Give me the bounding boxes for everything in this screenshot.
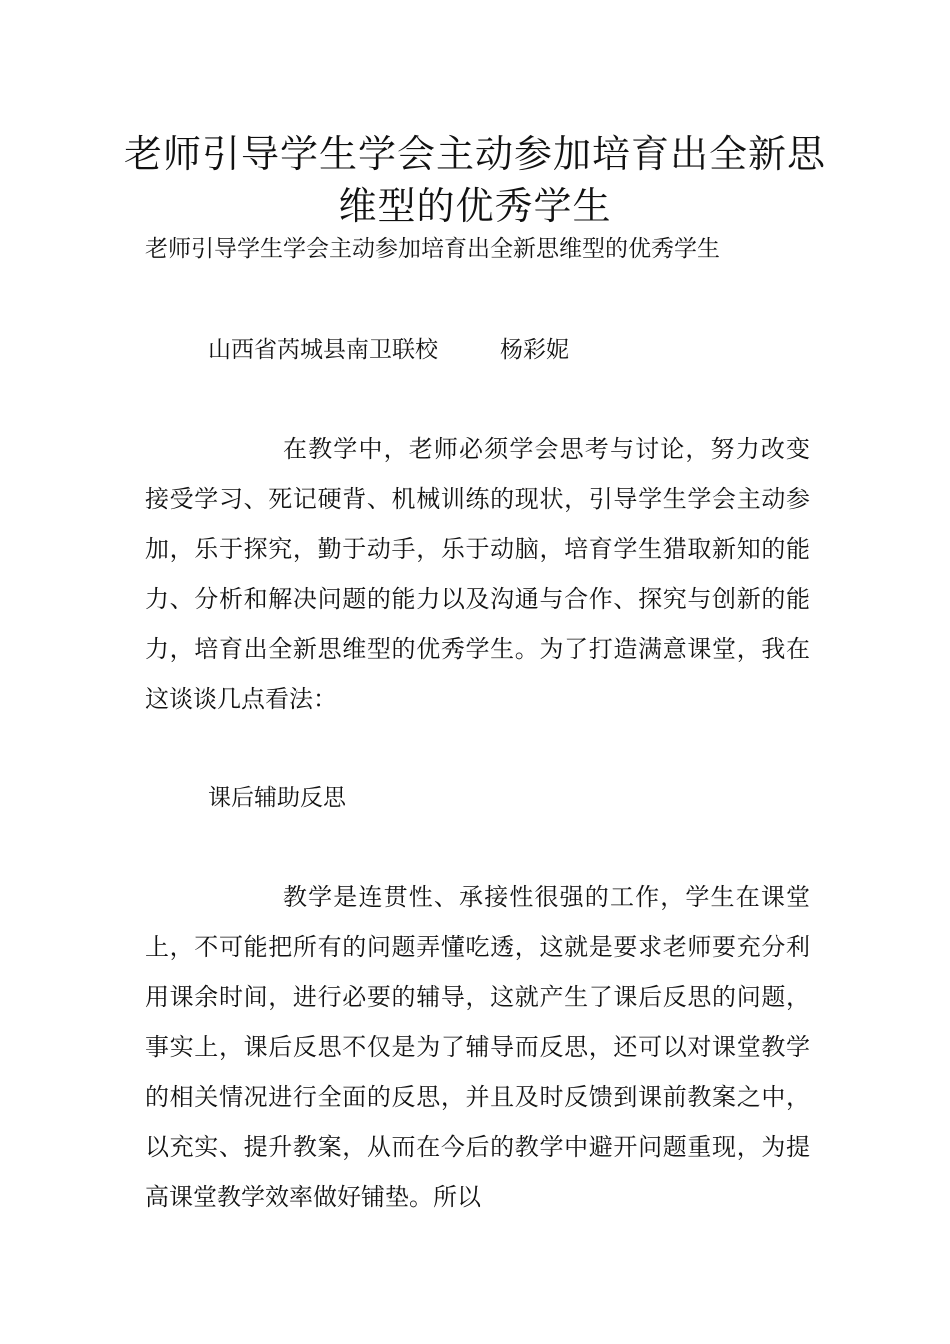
byline <box>208 333 569 367</box>
paragraph-intro: 在教学中，老师必须学会思考与讨论，努力改变接受学习、死记硬背、机械训练的现状，引导学生学会主动参加，乐于探究，勤于动手，乐于动脑，培育学生猎取新知的能力、分析和解决问题的能力以及沟通与合作、探究与创新的能力，培育出全新思维型的优秀学生。为了打造满意课堂，我在这谈谈几点看法： <box>145 435 810 713</box>
section-heading: 课后辅助反思 <box>208 785 346 811</box>
document-title: 老师引导学生学会主动参加培育出全新思维型的优秀学生 <box>123 132 826 228</box>
institution: 山西省芮城县南卫联校 <box>208 337 438 363</box>
author-name: 杨彩妮 <box>500 337 569 363</box>
paragraph-reflection: 教学是连贯性、承接性很强的工作，学生在课堂上，不可能把所有的问题弄懂吃透，这就是要求老师要充分利用课余时间，进行必要的辅导，这就产生了课后反思的问题，事实上，课后反思不仅是为了辅导而反思，还可以对课堂教学的相关情况进行全面的反思，并且及时反馈到课前教案之中，以充实、提升教案，从而在今后的教学中避开问题重现，为提高课堂教学效率做好铺垫。所以 <box>145 883 810 1211</box>
document-subtitle: 老师引导学生学会主动参加培育出全新思维型的优秀学生 <box>145 236 720 262</box>
